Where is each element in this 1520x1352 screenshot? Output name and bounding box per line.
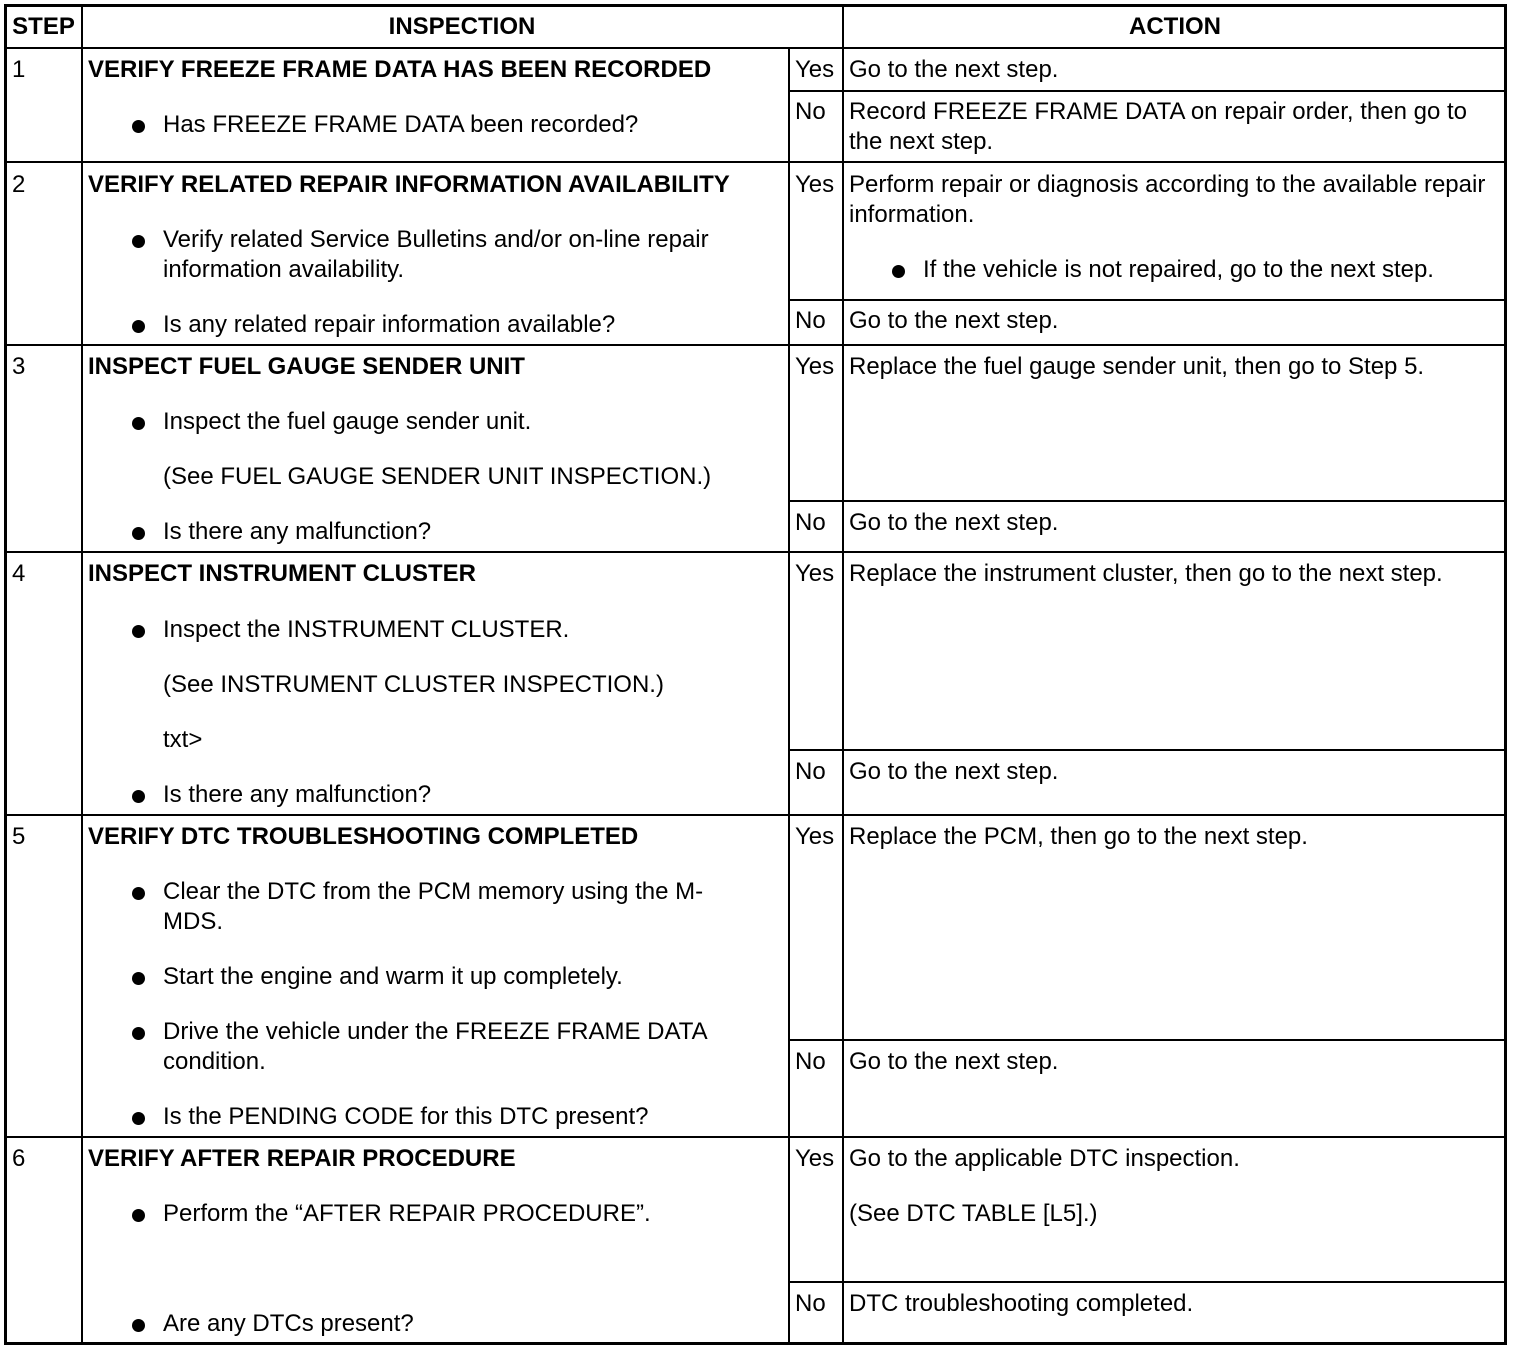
inspection-item: Is there any malfunction? xyxy=(163,781,432,808)
bullet-icon xyxy=(132,625,145,638)
inspection-item: Verify related Service Bulletins and/or on-line repair information availability. xyxy=(163,226,709,283)
inspection-reference: (See INSTRUMENT CLUSTER INSPECTION.) xyxy=(163,671,664,698)
inspection-item: Is the PENDING CODE for this DTC present? xyxy=(163,1103,649,1130)
row-divider-1-2 xyxy=(6,161,1506,163)
inspection-note: txt> xyxy=(163,726,203,753)
action-column-divider xyxy=(842,6,844,1343)
yes-action: Replace the instrument cluster, then go to the next step. xyxy=(849,560,1443,587)
step-number: 3 xyxy=(12,353,26,380)
inspection-item: Drive the vehicle under the FREEZE FRAME DATA condition. xyxy=(163,1018,707,1075)
step-title: VERIFY AFTER REPAIR PROCEDURE xyxy=(88,1145,516,1172)
step-title: INSPECT INSTRUMENT CLUSTER xyxy=(88,560,477,587)
yes-label: Yes xyxy=(795,1145,835,1172)
bullet-icon xyxy=(132,1112,145,1125)
no-action: Go to the next step. xyxy=(849,758,1059,785)
step-title: VERIFY RELATED REPAIR INFORMATION AVAILABILITY xyxy=(88,171,730,198)
bullet-icon xyxy=(132,120,145,133)
bullet-icon xyxy=(132,320,145,333)
yes-action-reference: (See DTC TABLE [L5].) xyxy=(849,1200,1098,1227)
no-label: No xyxy=(795,509,826,536)
step-title: VERIFY DTC TROUBLESHOOTING COMPLETED xyxy=(88,823,639,850)
row-2-yes-no-divider xyxy=(789,299,1506,301)
header-inspection: INSPECTION xyxy=(388,13,536,40)
row-6-yes-no-divider xyxy=(789,1281,1506,1283)
bullet-icon xyxy=(892,265,905,278)
inspection-item: Inspect the fuel gauge sender unit. xyxy=(163,408,532,435)
inspection-item: Is there any malfunction? xyxy=(163,518,432,545)
row-divider-2-3 xyxy=(6,344,1506,346)
row-4-yes-no-divider xyxy=(789,749,1506,751)
inspection-item: Clear the DTC from the PCM memory using the M-MDS. xyxy=(163,878,704,935)
yes-action: Replace the fuel gauge sender unit, then go to Step 5. xyxy=(849,353,1425,380)
step-number: 6 xyxy=(12,1145,26,1172)
no-action: Go to the next step. xyxy=(849,509,1059,536)
header-action: ACTION xyxy=(1129,13,1221,40)
yes-action-item: If the vehicle is not repaired, go to the next step. xyxy=(923,256,1434,283)
bullet-icon xyxy=(132,1319,145,1332)
step-title: VERIFY FREEZE FRAME DATA HAS BEEN RECORDED xyxy=(88,56,712,83)
row-divider-5-6 xyxy=(6,1136,1506,1138)
no-label: No xyxy=(795,758,826,785)
inspection-item: Has FREEZE FRAME DATA been recorded? xyxy=(163,111,639,138)
yes-no-column-divider xyxy=(788,47,790,1343)
header-divider xyxy=(6,47,1506,49)
step-number: 4 xyxy=(12,560,26,587)
yes-label: Yes xyxy=(795,56,835,83)
bullet-icon xyxy=(132,1027,145,1040)
no-action: Record FREEZE FRAME DATA on repair order, then go to the next step. xyxy=(849,98,1468,155)
row-divider-3-4 xyxy=(6,551,1506,553)
step-column-divider xyxy=(81,6,83,1343)
yes-label: Yes xyxy=(795,823,835,850)
no-action: Go to the next step. xyxy=(849,1048,1059,1075)
row-1-yes-no-divider xyxy=(789,90,1506,92)
yes-label: Yes xyxy=(795,353,835,380)
yes-action: Perform repair or diagnosis according to the available repair information. xyxy=(849,171,1486,228)
yes-action: Replace the PCM, then go to the next step. xyxy=(849,823,1308,850)
yes-label: Yes xyxy=(795,560,835,587)
no-label: No xyxy=(795,1290,826,1317)
bullet-icon xyxy=(132,887,145,900)
inspection-item: Start the engine and warm it up completely. xyxy=(163,963,623,990)
bullet-icon xyxy=(132,417,145,430)
bullet-icon xyxy=(132,790,145,803)
inspection-reference: (See FUEL GAUGE SENDER UNIT INSPECTION.) xyxy=(163,463,712,490)
yes-label: Yes xyxy=(795,171,835,198)
bullet-icon xyxy=(132,1209,145,1222)
no-action: Go to the next step. xyxy=(849,307,1059,334)
header-step: STEP xyxy=(12,13,75,40)
no-label: No xyxy=(795,1048,826,1075)
bullet-icon xyxy=(132,527,145,540)
step-number: 5 xyxy=(12,823,26,850)
inspection-item: Perform the “AFTER REPAIR PROCEDURE”. xyxy=(163,1200,651,1227)
bullet-icon xyxy=(132,235,145,248)
yes-action: Go to the applicable DTC inspection. xyxy=(849,1145,1240,1172)
inspection-item: Is any related repair information available? xyxy=(163,311,616,338)
step-number: 2 xyxy=(12,171,26,198)
yes-action: Go to the next step. xyxy=(849,56,1059,83)
row-3-yes-no-divider xyxy=(789,500,1506,502)
step-title: INSPECT FUEL GAUGE SENDER UNIT xyxy=(88,353,525,380)
step-number: 1 xyxy=(12,56,26,83)
no-label: No xyxy=(795,307,826,334)
row-divider-4-5 xyxy=(6,814,1506,816)
inspection-item: Inspect the INSTRUMENT CLUSTER. xyxy=(163,616,570,643)
bullet-icon xyxy=(132,972,145,985)
row-5-yes-no-divider xyxy=(789,1039,1506,1041)
no-action: DTC troubleshooting completed. xyxy=(849,1290,1194,1317)
no-label: No xyxy=(795,98,826,125)
inspection-item: Are any DTCs present? xyxy=(163,1310,414,1337)
